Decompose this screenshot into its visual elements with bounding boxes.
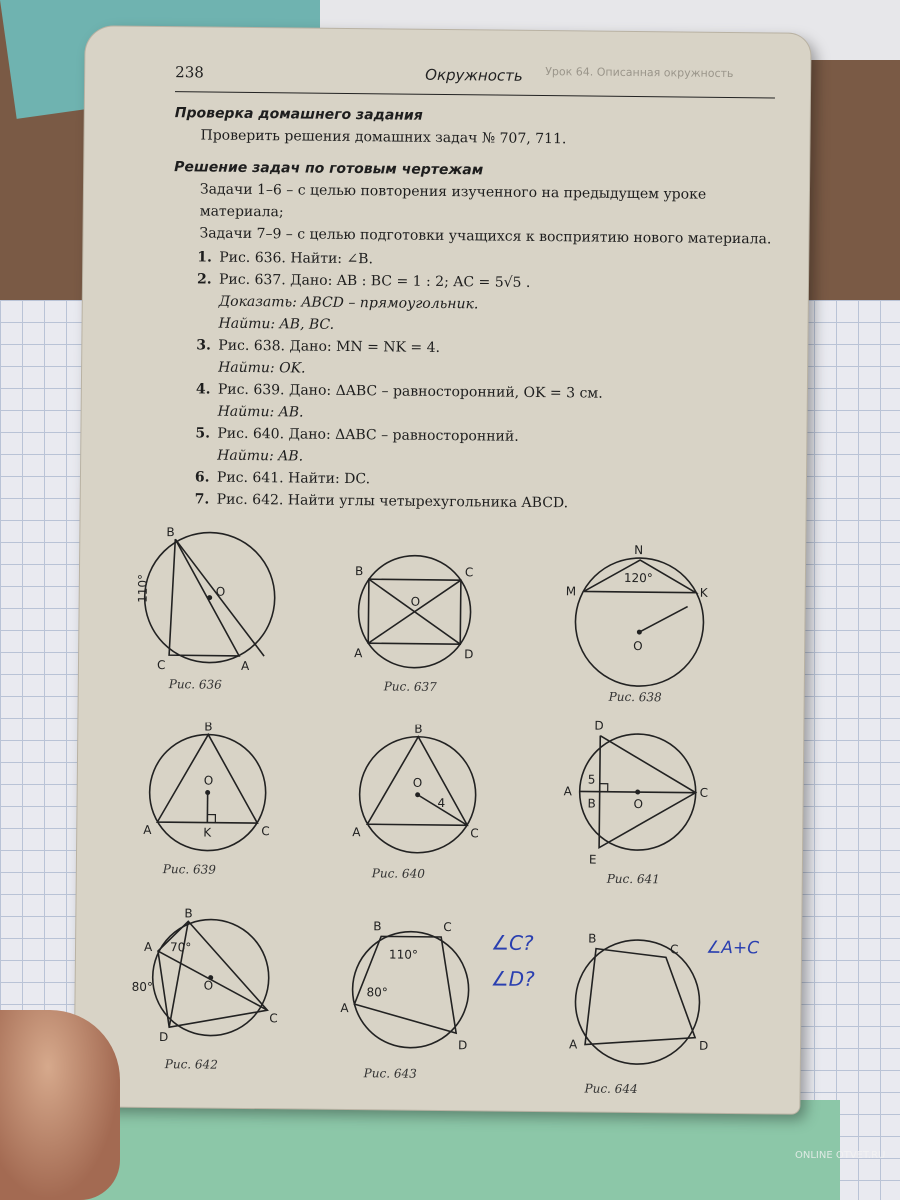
label-angle: 120° <box>623 570 653 586</box>
task-subline: Найти: AB, BC. <box>218 315 335 333</box>
caption-641: Рис. 641 <box>606 871 660 887</box>
label-b: B <box>166 526 175 540</box>
label-o: O <box>633 797 644 812</box>
label-o: O <box>412 775 423 790</box>
label-a: A <box>240 658 250 673</box>
page-number: 238 <box>175 63 204 82</box>
task-subline: Доказать: ABCD – прямоугольник. <box>218 293 479 313</box>
label-a: A <box>143 822 152 837</box>
label-n: N <box>634 543 644 558</box>
figures-grid <box>115 526 761 1097</box>
label-c: C <box>156 658 166 673</box>
label-b: B <box>354 564 364 579</box>
label-o: O <box>203 773 214 788</box>
figure-637 <box>344 549 485 694</box>
label-angle: 70° <box>169 940 192 955</box>
caption-643: Рис. 643 <box>363 1066 417 1081</box>
task-item: 1. Рис. 636. Найти: ∠B. <box>197 249 374 268</box>
label-c: C <box>464 565 474 580</box>
label-e: E <box>588 852 597 867</box>
caption-639: Рис. 639 <box>162 862 216 877</box>
figure-636 <box>129 526 291 692</box>
label-angle-2: 80° <box>366 985 388 1000</box>
label-b: B <box>588 931 597 946</box>
label-c: C <box>669 942 679 957</box>
label-arc: 80° <box>131 979 153 994</box>
caption-637: Рис. 637 <box>383 679 437 694</box>
label-b: B <box>587 796 596 811</box>
label-d: D <box>457 1038 468 1053</box>
label-b: B <box>184 906 193 921</box>
label-o: O <box>203 978 214 993</box>
paragraph-2: Задачи 7–9 – с целью подготовки учащихся к восприятию нового материала. <box>199 225 772 248</box>
caption-638: Рис. 638 <box>608 689 662 705</box>
figure-638 <box>559 541 721 705</box>
faded-heading: Урок 64. Описанная окружность <box>545 65 734 81</box>
caption-642: Рис. 642 <box>164 1057 218 1072</box>
label-b: B <box>414 723 423 736</box>
task-item: 2. Рис. 637. Дано: AB : BC = 1 : 2; AC = 5√5 . <box>196 271 531 291</box>
label-o: O <box>410 594 421 609</box>
caption-644: Рис. 644 <box>584 1081 638 1097</box>
figure-641 <box>557 711 719 887</box>
label-seg: 4 <box>437 795 446 811</box>
page-text <box>171 102 775 516</box>
label-d: D <box>464 647 474 662</box>
label-m: M <box>565 584 577 599</box>
task-item: 7. Рис. 642. Найти углы четырехугольника ABCD. <box>194 491 569 512</box>
handwriting-a-c: ∠A+C <box>705 937 760 959</box>
paragraph-1: Задачи 1–6 – с целью повторения изученного на предыдущем уроке материала; <box>199 181 707 221</box>
page-header <box>175 57 775 98</box>
label-c: C <box>443 920 452 935</box>
handwriting-d: ∠D? <box>490 966 535 991</box>
task-list <box>171 246 774 516</box>
book-page <box>74 26 810 1114</box>
label-seg: 5 <box>587 772 596 787</box>
figure-639 <box>127 721 288 877</box>
label-o: O <box>215 584 226 599</box>
label-c: C <box>699 785 709 800</box>
task-subline: Найти: OK. <box>218 359 306 377</box>
label-b: B <box>204 721 213 734</box>
task-item: 5. Рис. 640. Дано: ΔABC – равносторонний. <box>195 425 519 445</box>
task-subline: Найти: AB. <box>217 403 304 421</box>
running-title: Окружность <box>425 65 523 85</box>
label-k: K <box>203 825 212 840</box>
label-angle-1: 110° <box>388 947 418 962</box>
heading-homework: Проверка домашнего задания <box>174 105 423 124</box>
heading-problems: Решение задач по готовым чертежам <box>174 159 484 179</box>
label-a: A <box>340 1000 349 1016</box>
homework-line: Проверить решения домашних задач № 707, 711. <box>200 127 567 148</box>
label-a: A <box>563 784 572 799</box>
caption-640: Рис. 640 <box>371 866 425 881</box>
label-a: A <box>352 825 361 840</box>
label-arc: 110° <box>135 573 150 603</box>
task-subline: Найти: AB. <box>217 447 304 465</box>
task-item: 4. Рис. 639. Дано: ΔABC – равносторонний, OK = 3 см. <box>195 381 603 402</box>
label-c: C <box>269 1011 278 1026</box>
task-item: 3. Рис. 638. Дано: MN = NK = 4. <box>196 337 441 356</box>
watermark: ONLINE OTVET.RU <box>795 1150 886 1161</box>
label-c: C <box>261 824 270 839</box>
thumb <box>0 1010 120 1200</box>
label-b: B <box>373 919 382 934</box>
label-d: D <box>698 1038 709 1053</box>
label-a: A <box>143 939 153 954</box>
handwriting-c: ∠C? <box>490 930 534 955</box>
label-a: A <box>354 646 363 661</box>
figure-642 <box>125 906 286 1072</box>
label-c: C <box>470 826 479 841</box>
label-a: A <box>568 1037 578 1052</box>
label-d: D <box>159 1030 169 1045</box>
figure-640 <box>342 723 493 881</box>
label-d: D <box>594 718 604 733</box>
background-green-notebook <box>80 1100 840 1200</box>
task-item: 6. Рис. 641. Найти: DC. <box>194 469 371 488</box>
label-k: K <box>699 585 708 600</box>
label-o: O <box>633 639 643 654</box>
caption-636: Рис. 636 <box>168 677 222 692</box>
figure-644 <box>565 926 717 1097</box>
figure-643 <box>340 914 492 1081</box>
